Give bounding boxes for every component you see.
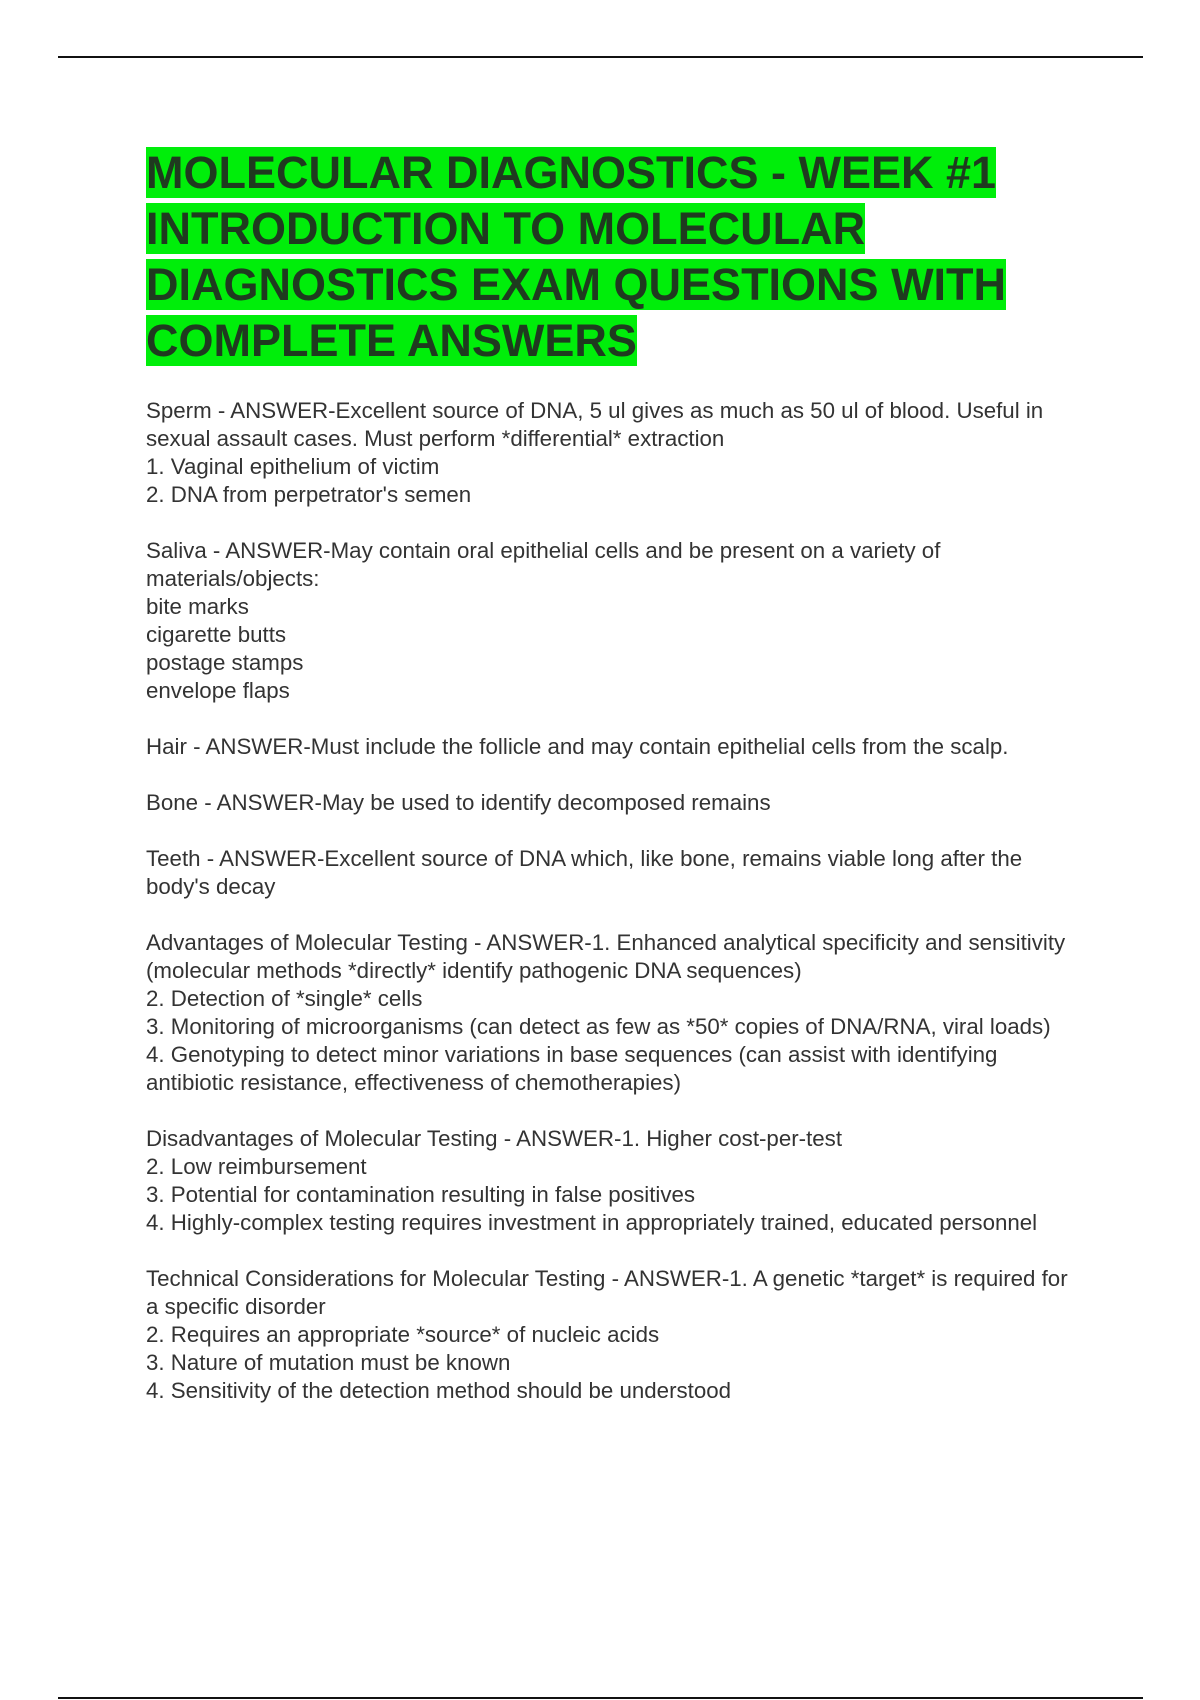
document-body bbox=[146, 145, 1076, 1433]
entry-line: cigarette butts bbox=[146, 622, 287, 647]
entry-line: 2. Low reimbursement bbox=[146, 1154, 367, 1179]
entry-line: 2. Detection of *single* cells bbox=[146, 986, 423, 1011]
entry-line: bite marks bbox=[146, 594, 249, 619]
entry-line: Bone - ANSWER-May be used to identify decomposed remains bbox=[146, 790, 771, 815]
entry-line: envelope flaps bbox=[146, 678, 290, 703]
entry-line: Advantages of Molecular Testing - ANSWER-1. Enhanced analytical specificity and sensitivity (molecular methods *directly* identify pathogenic DNA sequences) bbox=[146, 930, 1066, 983]
entry-line: 3. Monitoring of microorganisms (can detect as few as *50* copies of DNA/RNA, viral loads) bbox=[146, 1014, 1051, 1039]
qa-entry-saliva bbox=[146, 537, 1076, 705]
top-rule bbox=[58, 56, 1143, 58]
entry-line: 3. Nature of mutation must be known bbox=[146, 1350, 511, 1375]
qa-entry-bone bbox=[146, 789, 1076, 817]
entry-line: 4. Genotyping to detect minor variations in base sequences (can assist with identifying antibiotic resistance, effectiveness of chemotherapies) bbox=[146, 1042, 998, 1095]
entry-line: Disadvantages of Molecular Testing - ANSWER-1. Higher cost-per-test bbox=[146, 1126, 843, 1151]
qa-entry-teeth bbox=[146, 845, 1076, 901]
entry-line: Saliva - ANSWER-May contain oral epithelial cells and be present on a variety of materials/objects: bbox=[146, 538, 941, 591]
entry-line: 4. Sensitivity of the detection method should be understood bbox=[146, 1378, 732, 1403]
qa-entry-technical-considerations bbox=[146, 1265, 1076, 1405]
bottom-rule bbox=[58, 1697, 1143, 1699]
qa-entry-hair bbox=[146, 733, 1076, 761]
entry-line: postage stamps bbox=[146, 650, 304, 675]
title-highlight: MOLECULAR DIAGNOSTICS - WEEK #1 INTRODUCTION TO MOLECULAR DIAGNOSTICS EXAM QUESTIONS WITH COMPLETE ANSWERS bbox=[146, 147, 1007, 366]
entry-line: 1. Vaginal epithelium of victim bbox=[146, 454, 440, 479]
entry-line: Sperm - ANSWER-Excellent source of DNA, 5 ul gives as much as 50 ul of blood. Useful in sexual assault cases. Must perform *differential* extraction bbox=[146, 398, 1044, 451]
qa-entry-disadvantages bbox=[146, 1125, 1076, 1237]
entry-line: 4. Highly-complex testing requires investment in appropriately trained, educated personnel bbox=[146, 1210, 1038, 1235]
qa-entry-sperm bbox=[146, 397, 1076, 509]
entry-line: 2. Requires an appropriate *source* of nucleic acids bbox=[146, 1322, 660, 1347]
document-title bbox=[146, 145, 1076, 369]
entry-line: Teeth - ANSWER-Excellent source of DNA which, like bone, remains viable long after the body's decay bbox=[146, 846, 1023, 899]
entry-line: Technical Considerations for Molecular Testing - ANSWER-1. A genetic *target* is required for a specific disorder bbox=[146, 1266, 1068, 1319]
entry-line: Hair - ANSWER-Must include the follicle and may contain epithelial cells from the scalp. bbox=[146, 734, 1009, 759]
entry-line: 3. Potential for contamination resulting in false positives bbox=[146, 1182, 696, 1207]
entry-line: 2. DNA from perpetrator's semen bbox=[146, 482, 472, 507]
qa-entry-advantages bbox=[146, 929, 1076, 1097]
